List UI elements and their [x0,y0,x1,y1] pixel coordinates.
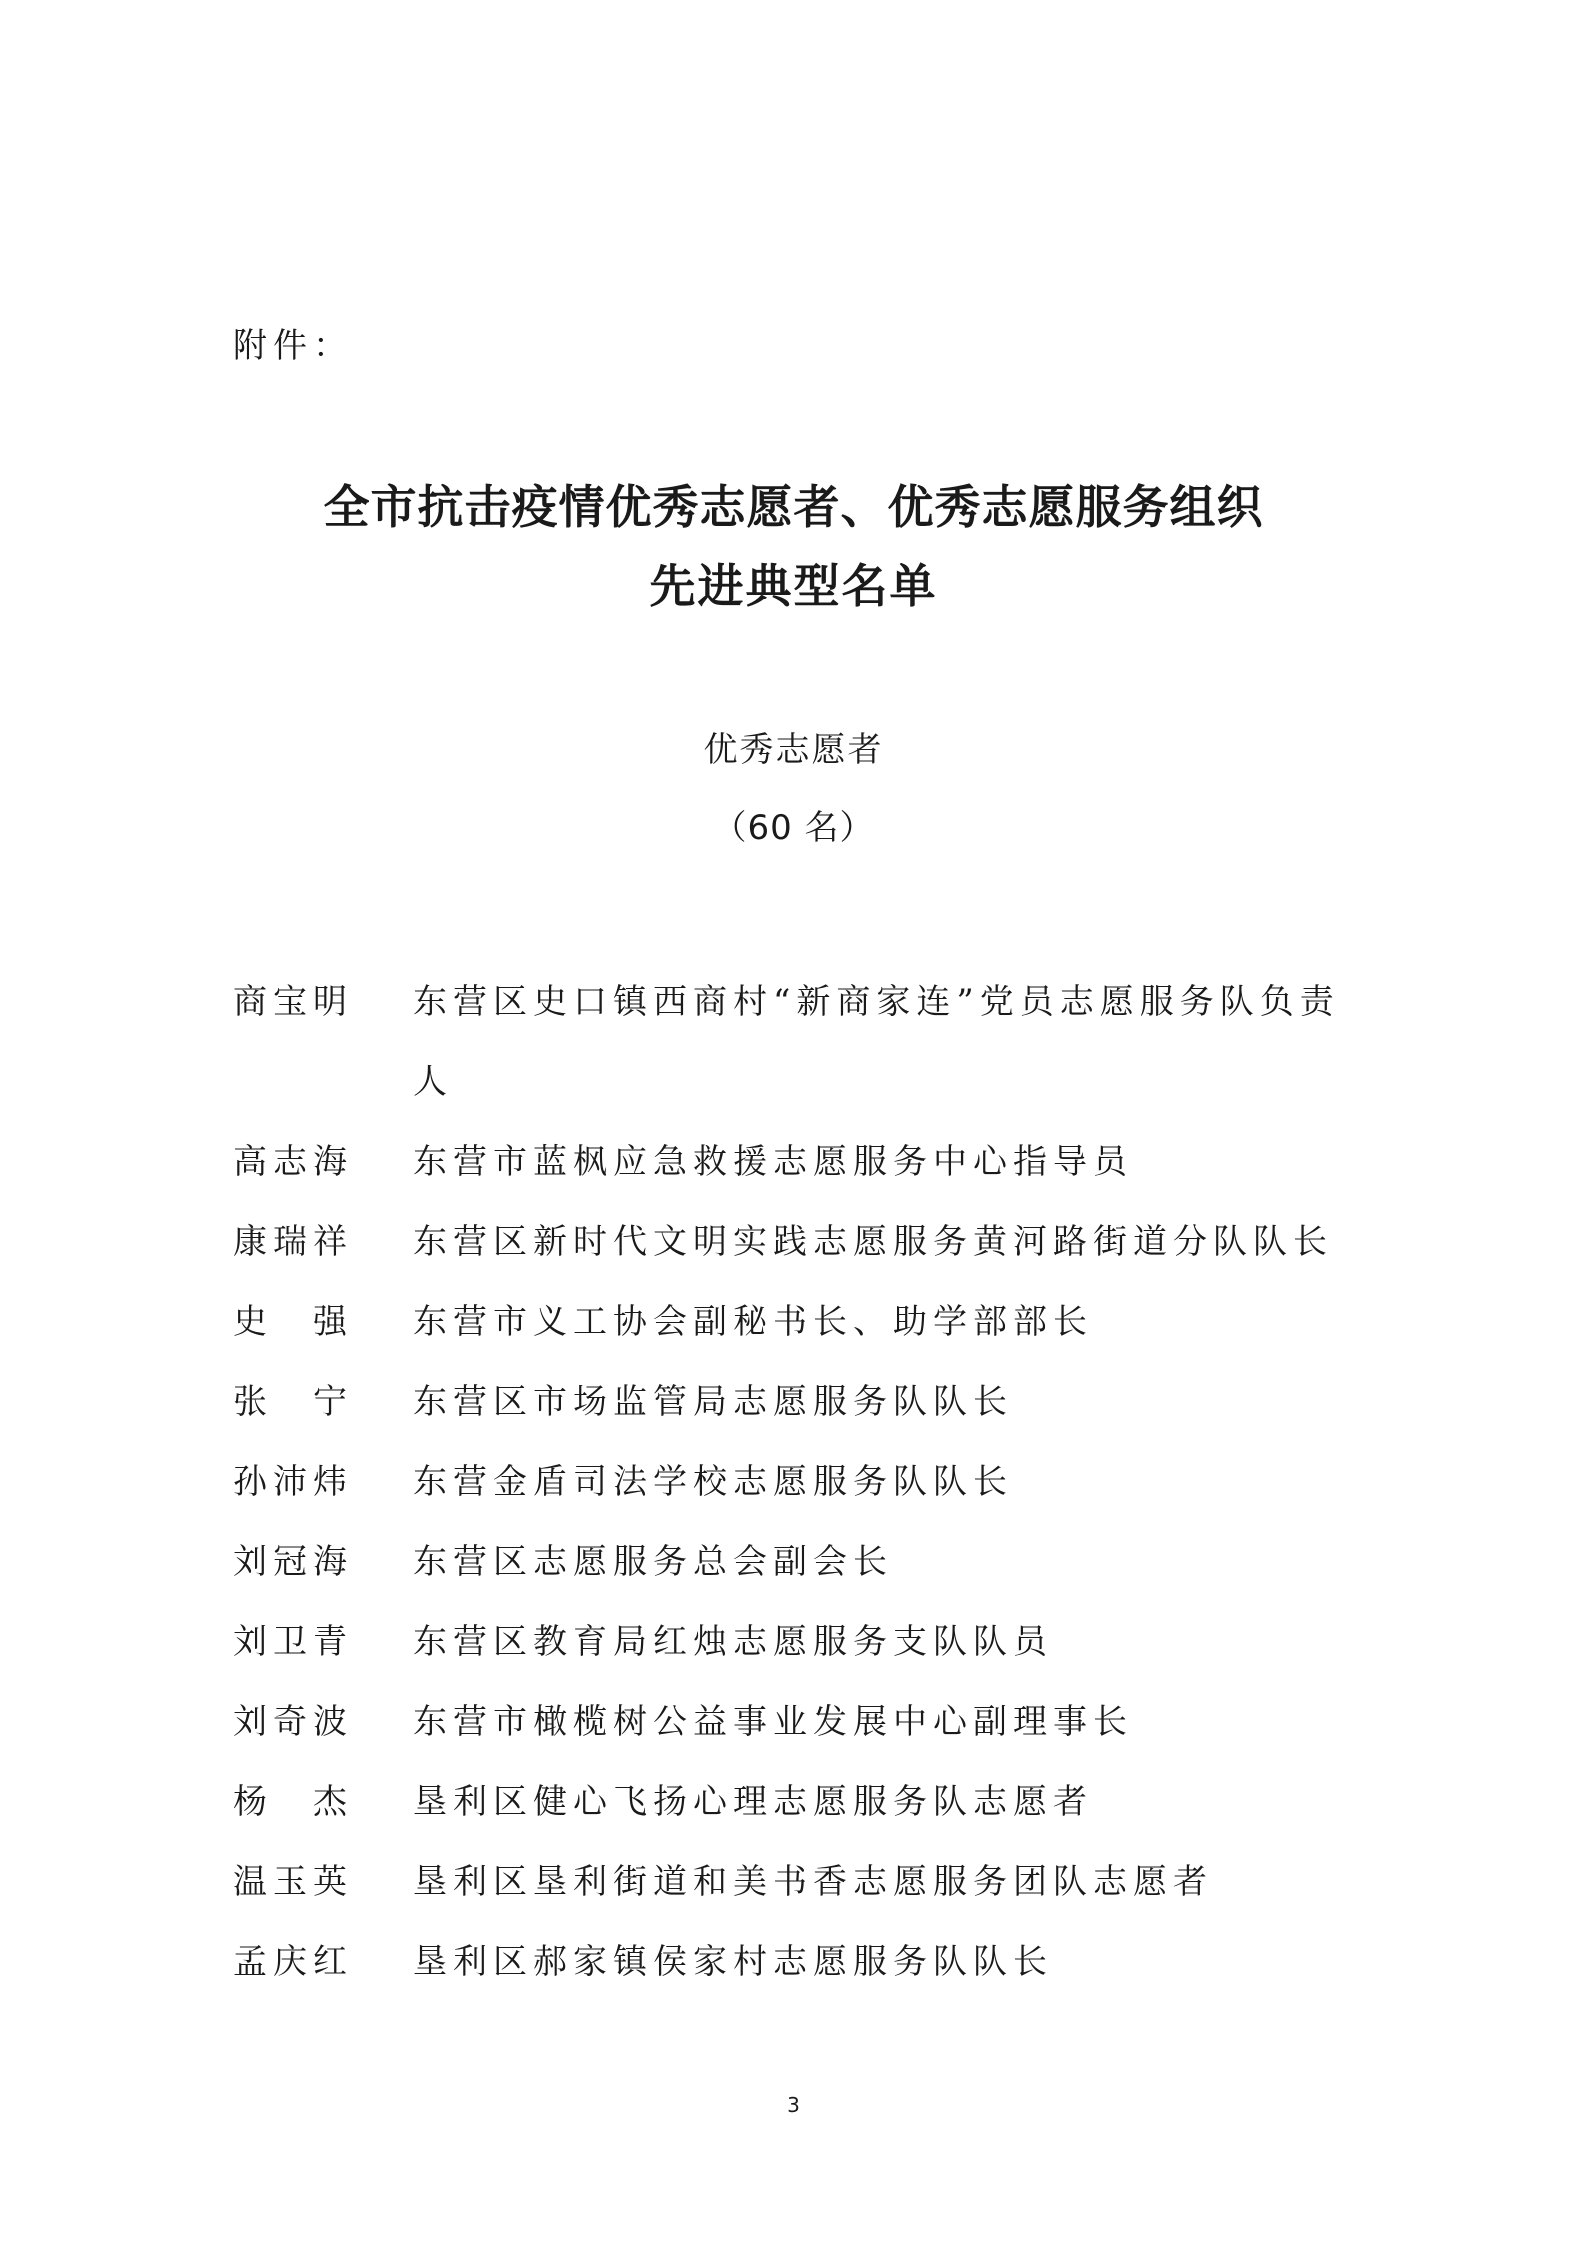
volunteer-name: 孟庆红 [233,1942,353,1982]
volunteer-description: 东营区市场监管局志愿服务队队长 [413,1382,1013,1422]
volunteer-description [413,962,1373,1122]
volunteer-description: 东营区新时代文明实践志愿服务黄河路街道分队队长 [413,1222,1333,1262]
list-item [233,1682,1373,1762]
page-number: 3 [787,2093,800,2117]
volunteer-description: 东营市义工协会副秘书长、助学部部长 [413,1302,1093,1342]
volunteer-name: 刘卫青 [233,1622,353,1662]
volunteer-name: 商宝明 [233,982,353,1022]
volunteer-name: 刘奇波 [233,1702,353,1742]
section-heading: 优秀志愿者 [703,730,884,770]
list-item [233,1282,1373,1362]
list-item [233,1762,1373,1842]
volunteer-name: 刘冠海 [233,1542,353,1582]
list-item [233,1442,1373,1522]
volunteer-description: 东营市橄榄树公益事业发展中心副理事长 [413,1702,1133,1742]
volunteer-list [233,962,1373,2002]
list-item [233,1522,1373,1602]
list-item [233,1922,1373,2002]
volunteer-name: 康瑞祥 [233,1222,353,1262]
volunteer-description: 垦利区郝家镇侯家村志愿服务队队长 [413,1942,1053,1982]
volunteer-name: 高志海 [233,1142,353,1182]
volunteer-description: 东营区教育局红烛志愿服务支队队员 [413,1622,1053,1662]
document-title-line-2: 先进典型名单 [649,559,938,613]
volunteer-name: 张 宁 [233,1382,353,1422]
volunteer-name: 温玉英 [233,1862,353,1902]
volunteer-description-continuation: 人 [413,1062,453,1102]
volunteer-name: 杨 杰 [233,1782,353,1822]
volunteer-description-text: 东营区史口镇西商村“新商家连”党员志愿服务队负责 [413,982,1340,1022]
list-item [233,962,1373,1122]
volunteer-description: 垦利区健心飞扬心理志愿服务队志愿者 [413,1782,1093,1822]
list-item [233,1122,1373,1202]
list-item [233,1842,1373,1922]
volunteer-description: 东营区志愿服务总会副会长 [413,1542,893,1582]
list-item [233,1202,1373,1282]
volunteer-name: 史 强 [233,1302,353,1342]
list-item [233,1362,1373,1442]
volunteer-description: 东营金盾司法学校志愿服务队队长 [413,1462,1013,1502]
list-item [233,1602,1373,1682]
section-count: （60 名） [712,808,875,848]
volunteer-name: 孙沛炜 [233,1462,353,1502]
volunteer-description: 垦利区垦利街道和美书香志愿服务团队志愿者 [413,1862,1213,1902]
attachment-label: 附件： [233,326,353,366]
document-title-line-1: 全市抗击疫情优秀志愿者、优秀志愿服务组织 [323,480,1264,534]
volunteer-description: 东营市蓝枫应急救援志愿服务中心指导员 [413,1142,1133,1182]
